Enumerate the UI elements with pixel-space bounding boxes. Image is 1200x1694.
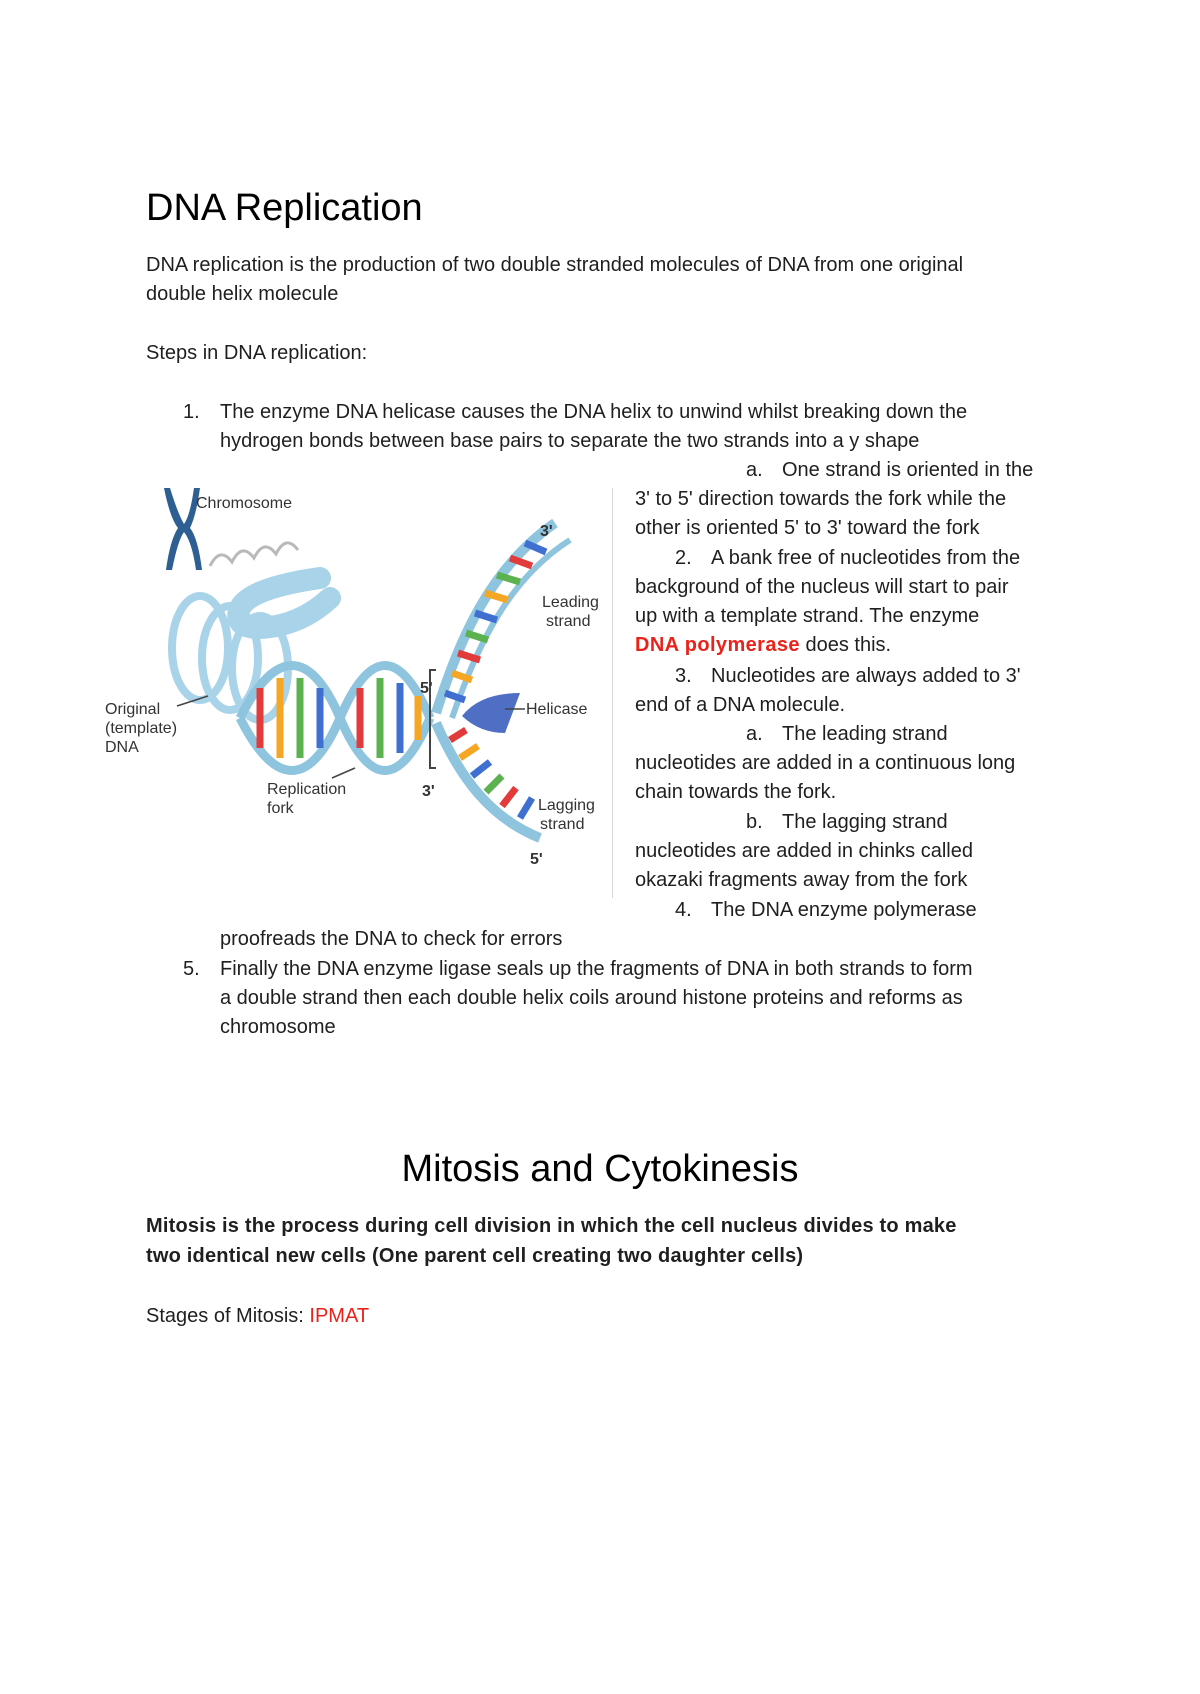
helicase-icon <box>462 693 520 733</box>
step-3b-line-1: The lagging strand <box>782 811 948 833</box>
leading-bases <box>445 543 546 700</box>
label-lagging-2: strand <box>540 816 585 833</box>
step-3b-line-3: okazaki fragments away from the fork <box>635 869 968 891</box>
step-2-line-4 <box>635 631 891 660</box>
step-3b-marker: b. <box>746 811 763 833</box>
steps-heading: Steps in DNA replication: <box>146 342 368 364</box>
label-original-1: Original <box>105 701 161 718</box>
step-3b-line-2: nucleotides are added in chinks called <box>635 840 973 862</box>
label-5prime-mid: 5' <box>420 680 433 697</box>
step-5-line-3: chromosome <box>220 1016 336 1038</box>
label-5prime-bottom: 5' <box>530 851 543 868</box>
step-1a-line-3: other is oriented 5' to 3' toward the fork <box>635 517 980 539</box>
dna-polymerase-highlight: DNA polymerase <box>635 634 800 656</box>
step-4-line-1: The DNA enzyme polymerase <box>711 899 977 921</box>
intro-text-line-2: double helix molecule <box>146 283 339 305</box>
step-3-line-2: end of a DNA molecule. <box>635 694 846 716</box>
step-3a-line-1: The leading strand <box>782 723 948 745</box>
step-3a-line-2: nucleotides are added in a continuous long <box>635 752 1016 774</box>
label-leading-1: Leading <box>542 594 599 611</box>
step-1a-line-1: One strand is oriented in the <box>782 459 1034 481</box>
label-original-3: DNA <box>105 739 139 756</box>
figure-divider <box>612 488 613 898</box>
step-1a-line-2: 3' to 5' direction towards the fork while the <box>635 488 1007 510</box>
stages-value: IPMAT <box>309 1305 370 1327</box>
intro-text-line-1: DNA replication is the production of two double stranded molecules of DNA from one original <box>146 254 964 276</box>
label-lagging-1: Lagging <box>538 797 595 814</box>
step-2-line-3: up with a template strand. The enzyme <box>635 605 980 627</box>
label-replication-1: Replication <box>267 781 347 798</box>
step-1-number: 1. <box>183 401 200 423</box>
mitosis-definition-line-1: Mitosis is the process during cell division in which the cell nucleus divides to make <box>146 1215 957 1237</box>
label-original-2: (template) <box>105 720 178 737</box>
label-replication-2: fork <box>267 800 294 817</box>
step-1a-marker: a. <box>746 459 763 481</box>
stages-of-mitosis <box>146 1302 369 1331</box>
step-3a-marker: a. <box>746 723 763 745</box>
step-1-line-2: hydrogen bonds between base pairs to separate the two strands into a y shape <box>220 430 920 452</box>
step-4-number: 4. <box>675 899 692 921</box>
step-2-line-4-rest: does this. <box>799 634 892 656</box>
dna-replication-figure <box>100 478 610 908</box>
label-helicase: Helicase <box>526 701 588 718</box>
label-chromosome: Chromosome <box>196 495 293 512</box>
step-5-line-2: a double strand then each double helix coils around histone proteins and reforms as <box>220 987 963 1009</box>
step-2-number: 2. <box>675 547 692 569</box>
label-3prime-mid: 3' <box>422 783 435 800</box>
label-3prime-top: 3' <box>540 523 553 540</box>
mitosis-definition-line-2: two identical new cells (One parent cell creating two daughter cells) <box>146 1245 804 1267</box>
step-3-number: 3. <box>675 665 692 687</box>
step-3-line-1: Nucleotides are always added to 3' <box>711 665 1021 687</box>
section-2-title: Mitosis and Cytokinesis <box>401 1148 799 1190</box>
step-5-number: 5. <box>183 958 200 980</box>
step-2-line-1: A bank free of nucleotides from the <box>711 547 1021 569</box>
chromatin-fiber <box>210 543 298 566</box>
step-3a-line-3: chain towards the fork. <box>635 781 837 803</box>
step-2-line-2: background of the nucleus will start to pair <box>635 576 1009 598</box>
step-5-line-1: Finally the DNA enzyme ligase seals up the fragments of DNA in both strands to form <box>220 958 973 980</box>
step-4-line-2: proofreads the DNA to check for errors <box>220 928 563 950</box>
step-1-line-1: The enzyme DNA helicase causes the DNA helix to unwind whilst breaking down the <box>220 401 968 423</box>
label-leading-2: strand <box>546 613 591 630</box>
stages-label: Stages of Mitosis: <box>146 1305 310 1327</box>
page-title: DNA Replication <box>146 187 423 229</box>
